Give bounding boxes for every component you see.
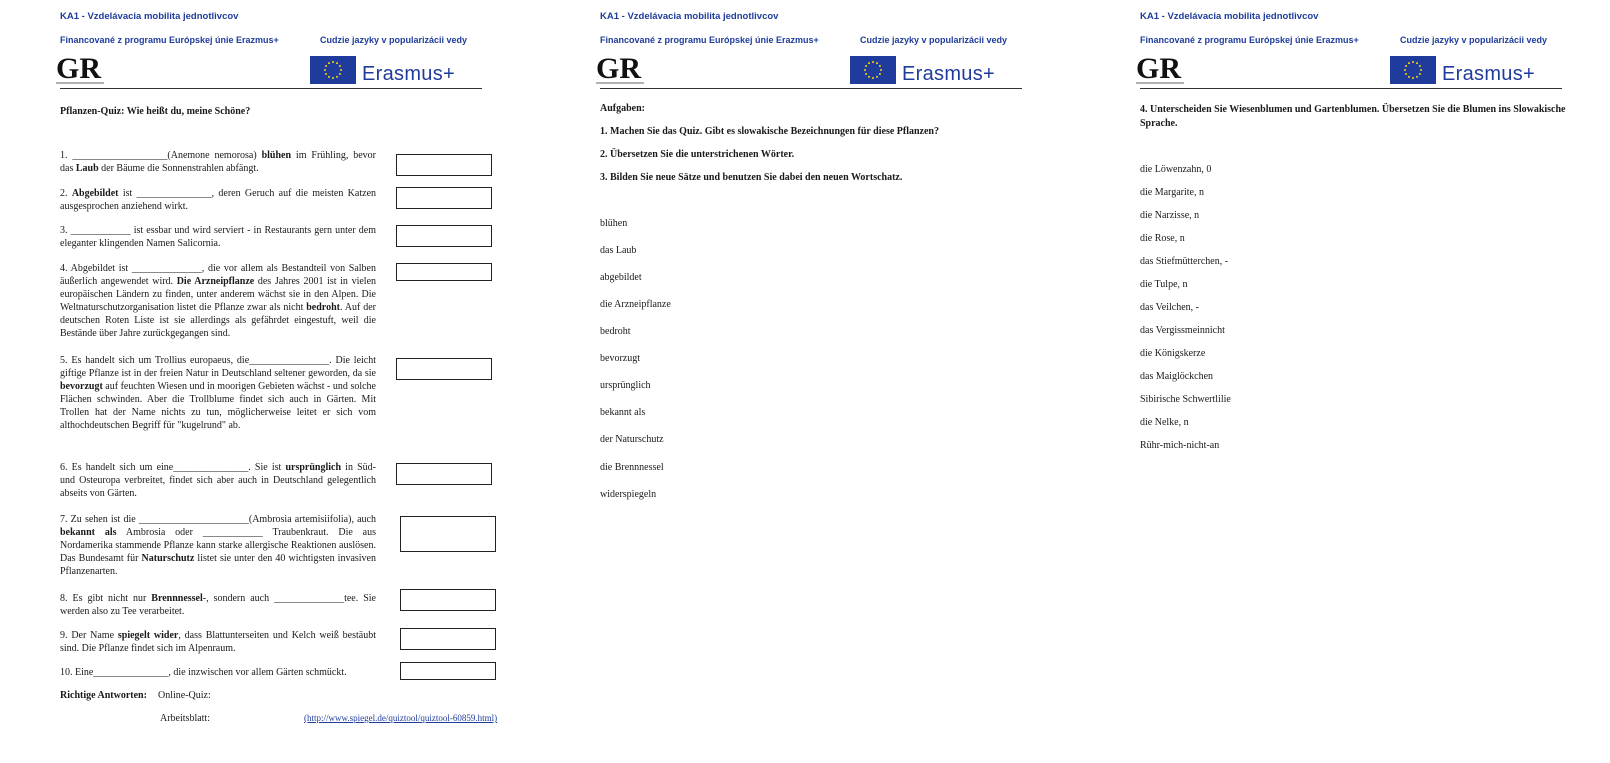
task-2: 2. Übersetzen Sie die unterstrichenen Wörter.: [600, 149, 795, 160]
quiz-question-6: 6. Es handelt sich um eine_______________. Sie ist ursprünglich in Süd- und Osteuropa verbreitet, findet sich aber auch in Deutschland gelegentlich abseits von Gärten.: [60, 462, 377, 499]
answer-box-7[interactable]: [400, 516, 496, 552]
flower-item: das Stiefmütterchen, -: [1140, 256, 1229, 267]
tasks-title: Aufgaben:: [600, 103, 646, 114]
answer-box-8[interactable]: [400, 589, 496, 611]
answer-box-5[interactable]: [396, 358, 492, 380]
project-heading: KA1 - Vzdelávacia mobilita jednotlivcov: [600, 11, 779, 22]
quiz-question-9: 9. Der Name spiegelt wider, dass Blattunterseiten und Kelch weiß bestäubt sind. Die Pflanze findet sich im Alpenraum.: [60, 630, 376, 654]
worksheet-page-2: [596, 0, 1080, 763]
funding-line: Financované z programu Európskej únie Erazmus+: [1140, 35, 1359, 45]
eu-flag-icon: [850, 56, 896, 84]
vocab-item: bevorzugt: [600, 353, 640, 364]
project-subtitle: Cudzie jazyky v popularizácii vedy: [860, 35, 1008, 45]
vocab-item: der Naturschutz: [600, 434, 664, 445]
erasmus-logo-text: Erasmus+: [902, 63, 995, 85]
vocab-item: das Laub: [600, 245, 637, 256]
vocab-item: widerspiegeln: [600, 489, 657, 500]
school-logo-text: GR: [1136, 52, 1181, 85]
answer-box-3[interactable]: [396, 225, 492, 247]
quiz-question-5: 5. Es handelt sich um Trollius europaeus, die________________. Die leicht giftige Pflanze ist in der freien Natur in Deutschland seltener geworden, da sie bevorzugt auf feuchten Wiesen und in moorigen Gebieten wächst - und solche Flächen schwinden. Aber die Trollblume findet sich auch in Gärten. Mit Trollen hat der Name nichts zu tun, möglicherweise leitet er sich vom althochdeutschen Begriff für "kugelrund" ab.: [60, 355, 376, 431]
header-divider: [1140, 88, 1562, 89]
vocab-item: ursprünglich: [600, 380, 651, 391]
flower-item: Rühr-mich-nicht-an: [1140, 440, 1220, 451]
erasmus-logo-text: Erasmus+: [1442, 63, 1535, 85]
school-logo: [1134, 50, 1186, 86]
answers-online-quiz: Online-Quiz:: [158, 690, 211, 701]
project-subtitle: Cudzie jazyky v popularizácii vedy: [1400, 35, 1548, 45]
quiz-title: Pflanzen-Quiz: Wie heißt du, meine Schöne?: [60, 106, 251, 117]
vocab-item: die Arzneipflanze: [600, 299, 671, 310]
task-3: 3. Bilden Sie neue Sätze und benutzen Sie dabei den neuen Wortschatz.: [600, 172, 903, 183]
school-logo: [54, 50, 106, 86]
school-logo-text: GR: [596, 52, 641, 85]
school-logo: [594, 50, 646, 86]
task-1: 1. Machen Sie das Quiz. Gibt es slowakische Bezeichnungen für diese Pflanzen?: [600, 126, 939, 137]
vocab-item: bedroht: [600, 326, 631, 337]
quiz-question-10: 10. Eine_______________, die inzwischen vor allem Gärten schmückt.: [60, 667, 347, 678]
flower-item: das Vergissmeinnicht: [1140, 325, 1225, 336]
vocab-item: blühen: [600, 218, 628, 229]
flower-item: die Königskerze: [1140, 348, 1206, 359]
quiz-question-2: 2. Abgebildet ist _______________, deren Geruch auf die meisten Katzen ausgesprochen anziehend wirkt.: [60, 188, 377, 212]
funding-line: Financované z programu Európskej únie Erazmus+: [60, 35, 279, 45]
flower-item: die Nelke, n: [1140, 417, 1189, 428]
flower-item: Sibirische Schwertlilie: [1140, 394, 1231, 405]
eu-flag-icon: [1390, 56, 1436, 84]
flower-item: die Rose, n: [1140, 233, 1185, 244]
vocab-item: die Brennnessel: [600, 462, 664, 473]
flower-item: die Tulpe, n: [1140, 279, 1188, 290]
flower-item: das Veilchen, -: [1140, 302, 1199, 313]
project-subtitle: Cudzie jazyky v popularizácii vedy: [320, 35, 468, 45]
school-logo-text: GR: [56, 52, 101, 85]
task-4: 4. Unterscheiden Sie Wiesenblumen und Gartenblumen. Übersetzen Sie die Blumen ins Slowakische Sprache.: [1140, 104, 1566, 129]
answer-box-9[interactable]: [400, 628, 496, 650]
answer-box-4[interactable]: [396, 263, 492, 281]
flower-item: die Löwenzahn, 0: [1140, 164, 1212, 175]
flower-item: das Maiglöckchen: [1140, 371, 1214, 382]
header-divider: [60, 88, 482, 89]
answers-label: Richtige Antworten:: [60, 690, 147, 701]
answer-box-1[interactable]: [396, 154, 492, 176]
funding-line: Financované z programu Európskej únie Erazmus+: [600, 35, 819, 45]
flower-item: die Narzisse, n: [1140, 210, 1200, 221]
project-heading: KA1 - Vzdelávacia mobilita jednotlivcov: [60, 11, 239, 22]
quiz-question-7: 7. Zu sehen ist die ______________________(Ambrosia artemisiifolia), auch bekannt als Ambrosia oder ____________ Traubenkraut. Die aus Nordamerika stammende Pflanze kann starke allergische Reaktionen auslösen. Das Bundesamt für Naturschutz listet sie unter den 40 wichtigsten invasiven Pflanzenarten.: [60, 514, 377, 577]
eu-flag-icon: [310, 56, 356, 84]
quiz-question-4: 4. Abgebildet ist ______________, die vor allem als Bestandteil von Salben äußerlich angewendet wird. Die Arzneipflanze des Jahres 2001 ist in vielen europäischen Ländern zu finden, unter anderem wächst sie in den Alpen. Die Weltnaturschutzorganisation listet die Pflanze zwar als nicht bedroht. Auf der deutschen Roten Liste ist sie allerdings als gefährdet eingestuft, weil die Bestände über Jahre zurückgegangen sind.: [60, 263, 377, 339]
vocab-item: abgebildet: [600, 272, 642, 283]
project-heading: KA1 - Vzdelávacia mobilita jednotlivcov: [1140, 11, 1319, 22]
quiz-question-8: 8. Es gibt nicht nur Brennnessel-, sondern auch ______________tee. Sie werden also zu Tee verarbeitet.: [60, 593, 376, 617]
answer-box-2[interactable]: [396, 187, 492, 209]
header-divider: [600, 88, 1022, 89]
answer-box-6[interactable]: [396, 463, 492, 485]
vocab-item: bekannt als: [600, 407, 646, 418]
answers-link[interactable]: (http://www.spiegel.de/quiztool/quiztool-60859.html): [304, 713, 498, 723]
answer-box-10[interactable]: [400, 662, 496, 680]
flower-item: die Margarite, n: [1140, 187, 1204, 198]
erasmus-logo-text: Erasmus+: [362, 63, 455, 85]
worksheet-page-1: [56, 0, 540, 763]
worksheet-page-3: [1136, 0, 1610, 763]
answers-worksheet: Arbeitsblatt:: [160, 713, 210, 724]
quiz-question-1: 1. ___________________(Anemone nemorosa) blühen im Frühling, bevor das Laub der Bäume die Sonnenstrahlen abfängt.: [60, 150, 376, 174]
quiz-question-3: 3. ____________ ist essbar und wird serviert - in Restaurants gern unter dem eleganter klingenden Namen Salicornia.: [60, 225, 376, 249]
